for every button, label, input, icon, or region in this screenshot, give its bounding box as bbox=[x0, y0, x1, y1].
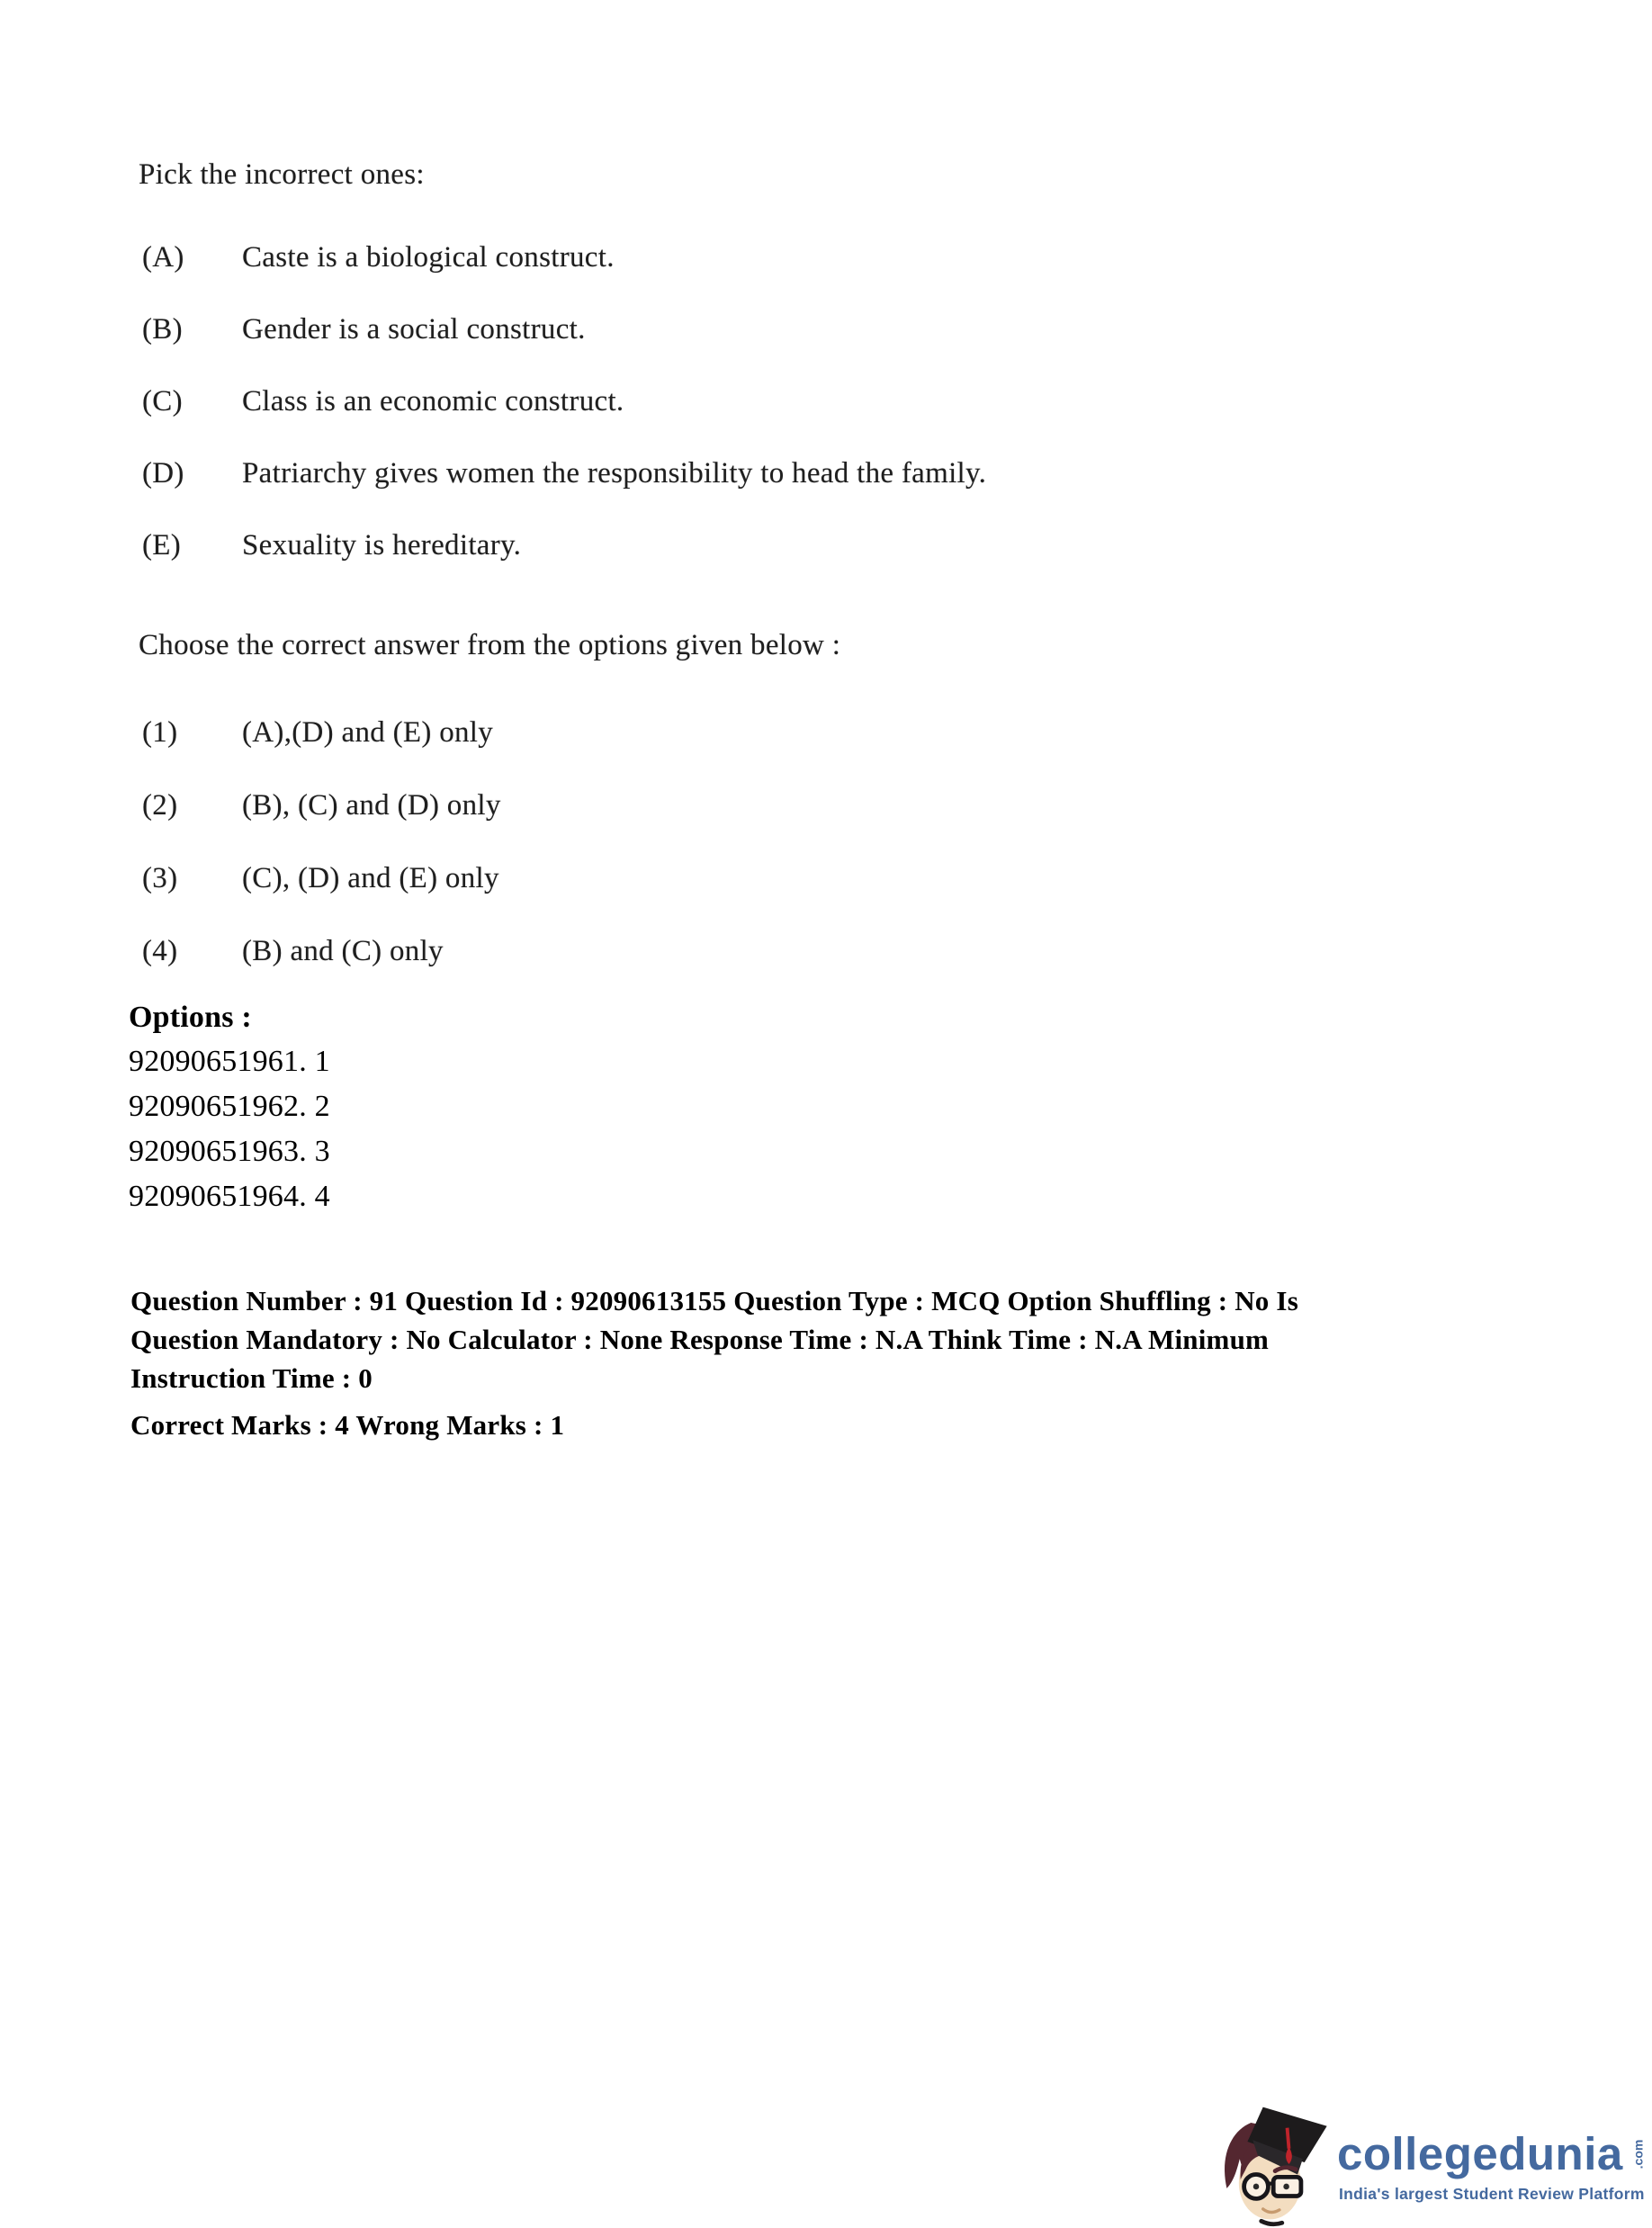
brand-dotcom: .com bbox=[1630, 2139, 1646, 2170]
question-intro: Pick the incorrect ones: bbox=[139, 158, 425, 191]
answer-row bbox=[142, 716, 493, 750]
answer-row bbox=[142, 862, 499, 895]
question-meta-line: Question Mandatory : No Calculator : None Response Time : N.A Think Time : N.A Minimum bbox=[130, 1324, 1270, 1355]
statement-row bbox=[142, 241, 615, 274]
answer-row bbox=[142, 935, 444, 968]
statement-text: Sexuality is hereditary. bbox=[242, 529, 522, 561]
answer-label: (2) bbox=[142, 789, 178, 822]
answer-label: (1) bbox=[142, 716, 178, 749]
option-id-line: 92090651961. 1 bbox=[129, 1045, 330, 1078]
answer-text: (B) and (C) only bbox=[242, 935, 444, 967]
options-heading: Options : bbox=[129, 1001, 252, 1034]
question-meta-line: Instruction Time : 0 bbox=[130, 1362, 373, 1394]
statement-text: Patriarchy gives women the responsibility to head the family. bbox=[242, 457, 987, 490]
statement-label: (B) bbox=[142, 313, 183, 346]
statement-label: (D) bbox=[142, 457, 184, 490]
marks-line: Correct Marks : 4 Wrong Marks : 1 bbox=[130, 1409, 565, 1441]
brand-tagline: India's largest Student Review Platform bbox=[1339, 2185, 1645, 2203]
statement-text: Caste is a biological construct. bbox=[242, 241, 615, 274]
statement-label: (A) bbox=[142, 241, 184, 274]
statement-label: (E) bbox=[142, 529, 182, 561]
option-id-line: 92090651963. 3 bbox=[129, 1135, 330, 1168]
answer-label: (4) bbox=[142, 935, 178, 967]
statement-row bbox=[142, 313, 586, 346]
statement-row bbox=[142, 529, 521, 562]
question-meta-line: Question Number : 91 Question Id : 92090613155 Question Type : MCQ Option Shuffling : No Is bbox=[130, 1285, 1298, 1316]
option-id-line: 92090651964. 4 bbox=[129, 1180, 330, 1213]
collegedunia-mascot-icon bbox=[1213, 2100, 1342, 2228]
statement-row bbox=[142, 385, 624, 418]
choose-instruction: Choose the correct answer from the options given below : bbox=[139, 629, 841, 661]
statement-label: (C) bbox=[142, 385, 183, 418]
answer-text: (A),(D) and (E) only bbox=[242, 716, 494, 749]
answer-text: (C), (D) and (E) only bbox=[242, 862, 499, 894]
statement-row bbox=[142, 457, 986, 490]
answer-text: (B), (C) and (D) only bbox=[242, 789, 501, 822]
collegedunia-logo bbox=[1213, 2100, 1652, 2228]
answer-row bbox=[142, 789, 501, 822]
statement-text: Gender is a social construct. bbox=[242, 313, 586, 346]
statement-text: Class is an economic construct. bbox=[242, 385, 624, 418]
option-id-line: 92090651962. 2 bbox=[129, 1090, 330, 1123]
answer-label: (3) bbox=[142, 862, 178, 894]
brand-text: collegedunia bbox=[1337, 2128, 1623, 2179]
